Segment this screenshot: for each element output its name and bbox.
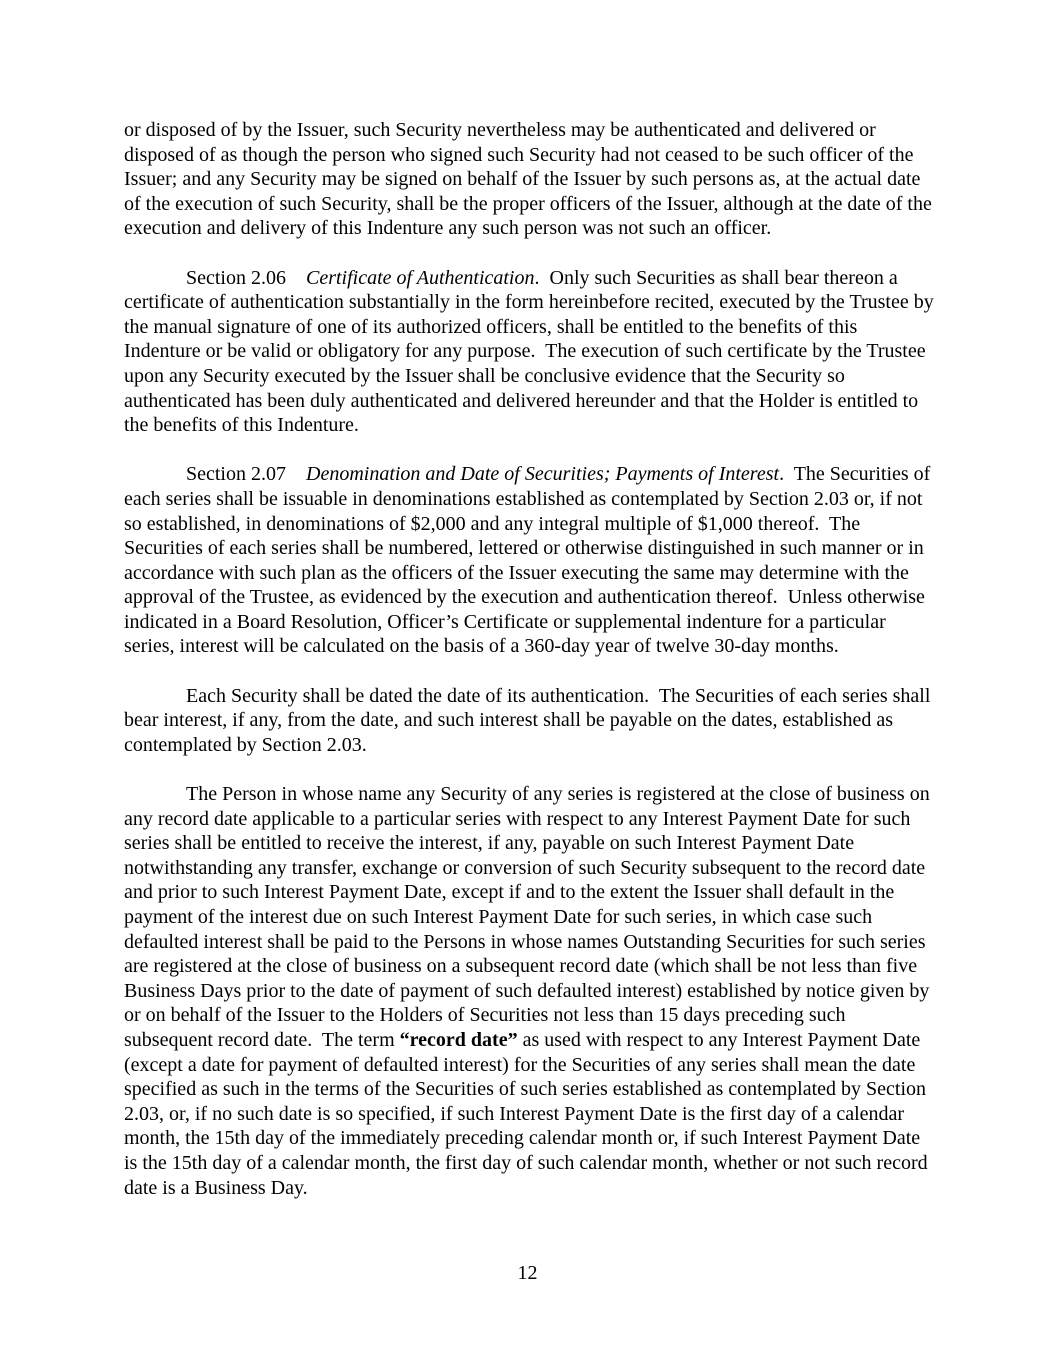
section-2-06-paragraph [124,266,939,438]
continuation-paragraph [124,118,936,241]
text-run-normal: Section 2.07 [186,463,306,486]
document-body [124,118,939,1225]
dating-paragraph [124,684,936,758]
section-2-07-paragraph [124,462,936,659]
record-date-paragraph [124,782,936,1200]
text-run-normal: Section 2.06 [186,266,306,289]
text-run-normal: or disposed of by the Issuer, such Security nevertheless may be authenticated and delivered or disposed of as though the person who signed such Security had not ceased to be such officer of the Issuer; and any Security may be signed on behalf of the Issuer by such persons as, at the actual date of the execution of such Security, shall be the proper officers of the Issuer, although at the date of the execution and delivery of this Indenture any such person was not such an officer. [124,119,937,240]
text-run-italic: Denomination and Date of Securities; Payments of Interest [306,463,780,486]
text-run-normal: . Only such Securities as shall bear thereon a certificate of authentication substantially in the form hereinbefore recited, executed by the Trustee by the manual signature of one of its authorized officers, shall be entitled to the benefits of this Indenture or be valid or obligatory for any purpose. The execution of such certificate by the Trustee upon any Security executed by the Issuer shall be conclusive evidence that the Security so authenticated has been duly authenticated and delivered hereunder and that the Holder is entitled to the benefits of this Indenture. [124,266,939,437]
text-run-normal: as used with respect to any Interest Payment Date (except a date for payment of defaulted interest) for the Securities of any series shall mean the date specified as such in the terms of the Securities of such series established as contemplated by Section 2.03, or, if no such date is so specified, if such Interest Payment Date is the first day of a calendar month, the 15th day of the immediately preceding calendar month or, if such Interest Payment Date is the 15th day of a calendar month, the first day of such calendar month, whether or not such record date is a Business Day. [124,1028,933,1199]
text-run-normal: The Person in whose name any Security of any series is registered at the close of business on any record date applicable to a particular series with respect to any Interest Payment Date for such series shall be entitled to receive the interest, if any, payable on such Interest Payment Date notwithstanding any transfer, exchange or conversion of such Security subsequent to the record date and prior to such Interest Payment Date, except if and to the extent the Issuer shall default in the payment of the interest due on such Interest Payment Date for such series, in which case such defaulted interest shall be paid to the Persons in whose names Outstanding Securities for such series are registered at the close of business on a subsequent record date (which shall be not less than five Business Days prior to the date of payment of such defaulted interest) established by notice given by or on behalf of the Issuer to the Holders of Securities not less than 15 days preceding such subsequent record date. The term [124,783,935,1051]
page-number: 12 [517,1262,538,1284]
text-run-normal: Each Security shall be dated the date of its authentication. The Securities of each series shall bear interest, if any, from the date, and such interest shall be payable on the dates, established as contemplated by Section 2.03. [124,684,936,756]
text-run-bold: “record date” [399,1028,518,1051]
text-run-italic: Certificate of Authentication [306,266,535,289]
text-run-normal: . The Securities of each series shall be issuable in denominations established as contemplated by Section 2.03 or, if not so established, in denominations of $2,000 and any integral multiple of $1,000 thereof. The Securities of each series shall be numbered, lettered or otherwise distinguished in such manner or in accordance with such plan as the officers of the Issuer executing the same may determine with the approval of the Trustee, as evidenced by the execution and authentication thereof. Unless otherwise indicated in a Board Resolution, Officer’s Certificate or supplemental indenture for a particular series, interest will be calculated on the basis of a 360-day year of twelve 30-day months. [124,463,936,658]
